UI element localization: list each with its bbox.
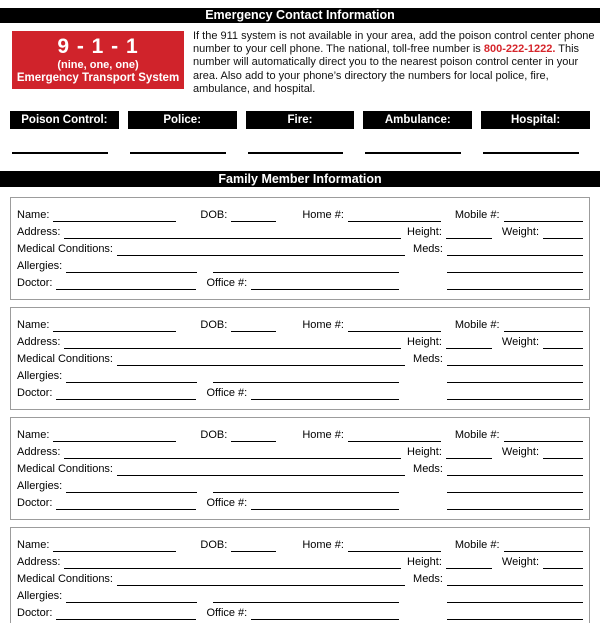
name-blank-line xyxy=(53,319,176,332)
poison-control-phone-number: 800-222-1222. xyxy=(483,43,556,56)
name-label: Name: xyxy=(17,539,50,552)
mobile-phone-label: Mobile #: xyxy=(454,539,500,552)
allergies-blank-line xyxy=(66,590,197,603)
dob-label: DOB: xyxy=(200,429,228,442)
member-row-4 xyxy=(17,476,583,493)
meds-blank-line-2 xyxy=(447,260,583,273)
weight-blank-line xyxy=(543,336,583,349)
member-row-5 xyxy=(17,273,583,290)
member-row-3 xyxy=(17,349,583,366)
allergies-blank-line-2 xyxy=(213,590,399,603)
medical-conditions-label: Medical Conditions: xyxy=(17,243,113,256)
meds-label: Meds: xyxy=(413,243,443,256)
weight-label: Weight: xyxy=(501,226,539,239)
meds-blank-line-2 xyxy=(447,590,583,603)
meds-blank-line xyxy=(447,573,583,586)
office-phone-blank-line xyxy=(251,497,399,510)
badge-words: (nine, one, one) xyxy=(57,59,139,71)
doctor-blank-line xyxy=(56,497,196,510)
allergies-label: Allergies: xyxy=(17,260,63,273)
address-blank-line xyxy=(64,446,401,459)
member-row-4 xyxy=(17,586,583,603)
height-blank-line xyxy=(446,556,492,569)
medical-conditions-label: Medical Conditions: xyxy=(17,353,113,366)
meds-blank-line-3 xyxy=(447,277,583,290)
address-blank-line xyxy=(64,226,401,239)
member-row-1 xyxy=(17,315,583,332)
dob-blank-line xyxy=(231,319,276,332)
hospital-blank-line xyxy=(483,152,579,154)
paragraph-text-before: If the 911 system is not available in your area, add the poison control center phone number to your cell phone. The national, toll-free number is xyxy=(193,30,595,56)
member-row-1 xyxy=(17,425,583,442)
meds-blank-line xyxy=(447,353,583,366)
meds-blank-line xyxy=(447,463,583,476)
home-phone-blank-line xyxy=(348,429,441,442)
meds-label: Meds: xyxy=(413,573,443,586)
fire-blank-line xyxy=(248,152,344,154)
height-label: Height: xyxy=(407,556,442,569)
member-row-5 xyxy=(17,493,583,510)
family-member-box xyxy=(10,417,590,520)
emergency-info-section xyxy=(12,31,598,96)
police-blank-line xyxy=(130,152,226,154)
office-phone-label: Office #: xyxy=(206,607,248,620)
medical-conditions-label: Medical Conditions: xyxy=(17,463,113,476)
hospital-label-box: Hospital: xyxy=(481,111,590,129)
meds-blank-line xyxy=(447,243,583,256)
doctor-blank-line xyxy=(56,607,196,620)
family-member-box xyxy=(10,527,590,623)
meds-blank-line-3 xyxy=(447,497,583,510)
ambulance-blank-line xyxy=(365,152,461,154)
dob-blank-line xyxy=(231,539,276,552)
dob-label: DOB: xyxy=(200,539,228,552)
weight-label: Weight: xyxy=(501,556,539,569)
medical-conditions-blank-line xyxy=(117,243,405,256)
member-row-2 xyxy=(17,552,583,569)
allergies-blank-line xyxy=(66,370,197,383)
home-phone-blank-line xyxy=(348,209,441,222)
meds-blank-line-2 xyxy=(447,370,583,383)
mobile-phone-blank-line xyxy=(504,209,583,222)
office-phone-blank-line xyxy=(251,277,399,290)
dob-blank-line xyxy=(231,429,276,442)
doctor-label: Doctor: xyxy=(17,277,53,290)
allergies-blank-line-2 xyxy=(213,370,399,383)
address-label: Address: xyxy=(17,226,61,239)
member-row-5 xyxy=(17,603,583,620)
ambulance-label-box: Ambulance: xyxy=(363,111,472,129)
poison-control-label-box: Poison Control: xyxy=(10,111,119,129)
mobile-phone-blank-line xyxy=(504,539,583,552)
paragraph-text-after: This number will automatically direct you to the nearest poison control center in your area. Also add to your phone’s directory the numbers for local police, fire, ambulance, and hospital. xyxy=(193,43,580,95)
badge-transport-label: Emergency Transport System xyxy=(16,72,180,84)
home-phone-label: Home #: xyxy=(302,429,344,442)
height-blank-line xyxy=(446,226,492,239)
member-row-4 xyxy=(17,256,583,273)
contacts-blank-lines-row xyxy=(10,152,590,154)
doctor-label: Doctor: xyxy=(17,497,53,510)
allergies-label: Allergies: xyxy=(17,480,63,493)
meds-label: Meds: xyxy=(413,463,443,476)
name-blank-line xyxy=(53,429,176,442)
home-phone-label: Home #: xyxy=(302,319,344,332)
weight-blank-line xyxy=(543,556,583,569)
family-member-header-bar xyxy=(0,171,600,187)
home-phone-label: Home #: xyxy=(302,209,344,222)
allergies-label: Allergies: xyxy=(17,370,63,383)
member-row-2 xyxy=(17,442,583,459)
meds-blank-line-3 xyxy=(447,387,583,400)
member-row-3 xyxy=(17,239,583,256)
poison-control-blank-line xyxy=(12,152,108,154)
page-title: Emergency Contact Information xyxy=(205,8,395,22)
allergies-label: Allergies: xyxy=(17,590,63,603)
height-label: Height: xyxy=(407,226,442,239)
member-row-3 xyxy=(17,569,583,586)
address-label: Address: xyxy=(17,556,61,569)
mobile-phone-label: Mobile #: xyxy=(454,209,500,222)
badge-number: 9 - 1 - 1 xyxy=(57,35,139,58)
allergies-blank-line xyxy=(66,260,197,273)
address-label: Address: xyxy=(17,336,61,349)
meds-blank-line-2 xyxy=(447,480,583,493)
member-row-5 xyxy=(17,383,583,400)
medical-conditions-label: Medical Conditions: xyxy=(17,573,113,586)
dob-label: DOB: xyxy=(200,209,228,222)
family-section-title: Family Member Information xyxy=(218,172,382,187)
name-blank-line xyxy=(53,539,176,552)
home-phone-blank-line xyxy=(348,539,441,552)
weight-blank-line xyxy=(543,446,583,459)
family-member-box xyxy=(10,307,590,410)
weight-label: Weight: xyxy=(501,446,539,459)
poison-control-paragraph xyxy=(193,30,598,96)
allergies-blank-line xyxy=(66,480,197,493)
emergency-contact-header-bar xyxy=(0,8,600,23)
office-phone-label: Office #: xyxy=(206,277,248,290)
home-phone-blank-line xyxy=(348,319,441,332)
family-members-section xyxy=(10,197,590,623)
allergies-blank-line-2 xyxy=(213,480,399,493)
member-row-2 xyxy=(17,222,583,239)
doctor-blank-line xyxy=(56,387,196,400)
meds-label: Meds: xyxy=(413,353,443,366)
mobile-phone-label: Mobile #: xyxy=(454,429,500,442)
address-label: Address: xyxy=(17,446,61,459)
member-row-4 xyxy=(17,366,583,383)
allergies-blank-line-2 xyxy=(213,260,399,273)
address-blank-line xyxy=(64,556,401,569)
mobile-phone-blank-line xyxy=(504,429,583,442)
height-blank-line xyxy=(446,446,492,459)
weight-blank-line xyxy=(543,226,583,239)
doctor-label: Doctor: xyxy=(17,387,53,400)
contacts-labels-row xyxy=(10,111,590,129)
medical-conditions-blank-line xyxy=(117,353,405,366)
office-phone-blank-line xyxy=(251,607,399,620)
dob-blank-line xyxy=(231,209,276,222)
dob-label: DOB: xyxy=(200,319,228,332)
name-label: Name: xyxy=(17,209,50,222)
name-label: Name: xyxy=(17,319,50,332)
fire-label-box: Fire: xyxy=(246,111,355,129)
doctor-label: Doctor: xyxy=(17,607,53,620)
mobile-phone-blank-line xyxy=(504,319,583,332)
police-label-box: Police: xyxy=(128,111,237,129)
office-phone-blank-line xyxy=(251,387,399,400)
meds-blank-line-3 xyxy=(447,607,583,620)
member-row-1 xyxy=(17,205,583,222)
mobile-phone-label: Mobile #: xyxy=(454,319,500,332)
emergency-911-badge xyxy=(12,31,184,89)
member-row-2 xyxy=(17,332,583,349)
home-phone-label: Home #: xyxy=(302,539,344,552)
height-label: Height: xyxy=(407,446,442,459)
address-blank-line xyxy=(64,336,401,349)
weight-label: Weight: xyxy=(501,336,539,349)
medical-conditions-blank-line xyxy=(117,573,405,586)
height-blank-line xyxy=(446,336,492,349)
height-label: Height: xyxy=(407,336,442,349)
name-blank-line xyxy=(53,209,176,222)
member-row-3 xyxy=(17,459,583,476)
office-phone-label: Office #: xyxy=(206,497,248,510)
doctor-blank-line xyxy=(56,277,196,290)
name-label: Name: xyxy=(17,429,50,442)
medical-conditions-blank-line xyxy=(117,463,405,476)
family-member-box xyxy=(10,197,590,300)
office-phone-label: Office #: xyxy=(206,387,248,400)
member-row-1 xyxy=(17,535,583,552)
